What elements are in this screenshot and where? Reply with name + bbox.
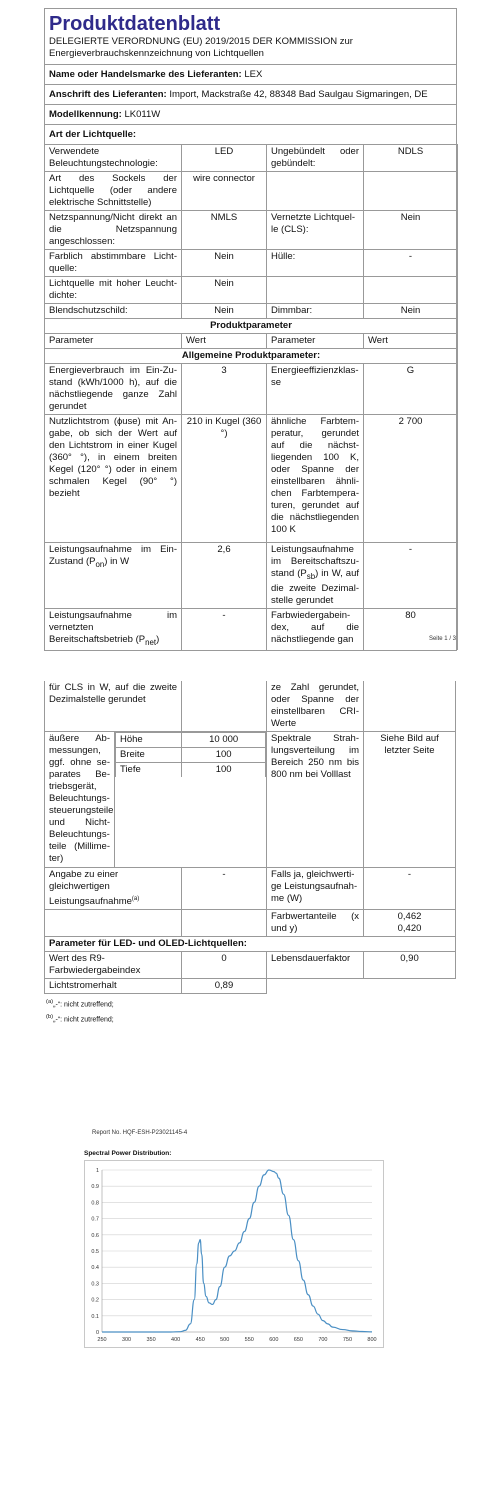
energy-consumption-label: Energieverbrauch im Ein-Zustand (kWh/1000 h), auf die nächstliegende ganze Zahl gerundet [45, 364, 182, 415]
technology-label: Verwendete Beleuchtungstechnologie: [45, 145, 182, 172]
energy-class-label: Energieeffizienzklasse [267, 364, 364, 415]
column-header-parameter: Parameter [45, 334, 182, 349]
dimensions-label: äußere Abmessungen, ggf. ohne separates Betriebsgerät, Beleuchtungssteuerungsteile und Nicht-Beleuchtungsteile (Millimeter) [45, 732, 115, 868]
led-params-heading: Parameter für LED- und OLED-Lichtquellen: [45, 937, 456, 952]
antiglare-label: Blendschutzschild: [45, 304, 182, 319]
regulation-line-1: DELEGIERTE VERORDNUNG (EU) 2019/2015 DER KOMMISSION zur [49, 36, 353, 47]
column-header-parameter: Parameter [267, 334, 364, 349]
table-row [45, 979, 456, 994]
x-tick-label: 450 [195, 1337, 205, 1343]
width-value: 100 [182, 748, 266, 763]
lumen-maintenance-value: 0,89 [182, 979, 267, 994]
table-row [45, 349, 458, 364]
dimmable-value: Nein [364, 304, 458, 319]
cri-value: 80 [364, 608, 458, 649]
x-tick-label: 550 [244, 1337, 254, 1343]
networked-standby-value: - [182, 608, 267, 649]
empty-cell [364, 172, 458, 211]
y-tick-label: 0.7 [91, 1216, 99, 1223]
table-row [45, 277, 458, 304]
supplier-address-row [45, 85, 456, 105]
empty-cell [267, 979, 364, 994]
x-tick-label: 250 [97, 1337, 107, 1343]
table-row [45, 211, 458, 250]
r9-label: Wert des R9-Farbwiedergabeindex [45, 952, 182, 979]
luminous-flux-value: 210 in Kugel (360 °) [182, 415, 267, 543]
high-luminance-value: Nein [182, 277, 267, 304]
cap-type-value: wire connector [182, 172, 267, 211]
chromaticity-value: 0,462 0,420 [364, 910, 456, 937]
column-header-wert: Wert [182, 334, 267, 349]
depth-value: 100 [182, 763, 266, 778]
regulation-line-2: Energieverbrauchskennzeichnung von Lichtquellen [49, 48, 264, 59]
report-number: Report No. HQF-ESH-P23021145-4 [92, 1130, 188, 1136]
envelope-value: - [364, 250, 458, 277]
table-row [45, 319, 458, 334]
tunable-label: Farblich abstimmbare Lichtquelle: [45, 250, 182, 277]
params-continued-table [44, 681, 456, 994]
footnote-b: $^{(b)}$„-“: nicht zutreffend; [46, 1014, 114, 1024]
networked-standby-label-cont: für CLS in W, auf die zweite Dezimalstelle gerundet [45, 681, 182, 732]
cls-label: Vernetzte Lichtquelle (CLS): [267, 211, 364, 250]
empty-cell [364, 979, 456, 994]
dimensions-subtable [115, 732, 266, 777]
x-tick-label: 700 [318, 1337, 328, 1343]
equivalent-power-value: - [182, 868, 267, 910]
x-tick-label: 750 [342, 1337, 353, 1343]
header-block [45, 9, 456, 65]
cct-label: ähnliche Farbtemperatur, gerundet auf die nächstliegenden 100 K, oder Spanne der einstellbaren ähnlichen Farbtemperaturen, gerundet auf die nächstliegenden 100 K [267, 415, 364, 543]
footnote-a: $^{(a)}$„-“: nicht zutreffend; [46, 999, 114, 1009]
survival-factor-label: Lebensdauerfaktor [267, 952, 364, 979]
cap-type-label: Art des Sockels der Lichtquelle (oder andere elektrische Schnittstelle) [45, 172, 182, 211]
product-params-heading: Produktparameter [45, 319, 458, 334]
spectrum-chart [84, 1148, 384, 1348]
survival-factor-value: 0,90 [364, 952, 456, 979]
cri-label-cont: ze Zahl gerundet, oder Spanne der einstellbaren CRI-Werte [267, 681, 364, 732]
table-row [45, 250, 458, 277]
table-row [45, 608, 458, 649]
y-tick-label: 0.5 [91, 1249, 99, 1255]
lightsource-table [44, 144, 458, 650]
empty-cell [267, 172, 364, 211]
high-luminance-label: Lichtquelle mit hoher Leuchtdichte: [45, 277, 182, 304]
table-row [45, 364, 458, 415]
width-label: Breite [116, 748, 182, 763]
cls-value: Nein [364, 211, 458, 250]
energy-class-value: G [364, 364, 458, 415]
mains-label: Netzspannung/Nicht direkt an die Netzspannung angeschlossen: [45, 211, 182, 250]
y-tick-label: 0.6 [91, 1232, 99, 1239]
datasheet-page-1 [44, 8, 457, 651]
table-row [45, 732, 456, 868]
x-tick-label: 350 [146, 1337, 156, 1343]
empty-cell [182, 681, 267, 732]
x-tick-label: 300 [121, 1337, 132, 1343]
standby-power-value: - [364, 543, 458, 609]
x-tick-label: 650 [293, 1337, 303, 1343]
supplier-address-label: Anschrift des Lieferanten: [49, 89, 167, 100]
supplier-address-value: Import, Mackstraße 42, 88348 Bad Saulgau Sigmaringen, DE [169, 89, 428, 100]
supplier-name-label: Name oder Handelsmarke des Lieferanten: [49, 69, 242, 80]
y-tick-label: 0.8 [91, 1200, 99, 1207]
on-mode-power-value: 2,6 [182, 543, 267, 609]
chart-title: Spectral Power Distribution: [84, 1150, 172, 1157]
equivalent-power-label: Angabe zu einer gleichwertigen Leistungsaufnahme$^{(a)}$ [45, 868, 182, 910]
lumen-maintenance-label: Lichtstromerhalt [45, 979, 182, 994]
table-row [45, 304, 458, 319]
dimensions-cell [115, 732, 267, 868]
x-tick-label: 600 [269, 1337, 279, 1343]
x-tick-label: 500 [220, 1337, 230, 1343]
footnotes [44, 996, 455, 1027]
depth-label: Tiefe [116, 763, 182, 778]
networked-standby-label: Leistungsaufnahme im vernetzten Bereitschaftsbetrieb $(P_{net})$ [45, 608, 182, 649]
table-row [45, 910, 456, 937]
on-mode-power-label: Leistungsaufnahme im Ein-Zustand $(P_{on})$ in W [45, 543, 182, 609]
energy-consumption-value: 3 [182, 364, 267, 415]
directional-label: Ungebündelt oder gebündelt: [267, 145, 364, 172]
equivalent-power-w-label: Falls ja, gleichwertige Leistungsaufnahme (W) [267, 868, 364, 910]
envelope-label: Hülle: [267, 250, 364, 277]
model-label: Modellkennung: [49, 109, 122, 120]
cct-value: 2 700 [364, 415, 458, 543]
x-tick-label: 800 [367, 1337, 377, 1343]
spectral-label: Spektrale Strahlungsverteilung im Bereich 250 nm bis 800 nm bei Volllast [267, 732, 364, 868]
table-row [45, 172, 458, 211]
dimension-row [116, 763, 266, 778]
table-row [45, 415, 458, 543]
column-header-wert: Wert [364, 334, 458, 349]
table-row [45, 868, 456, 910]
x-tick-label: 400 [171, 1337, 181, 1343]
y-tick-label: 0.9 [91, 1184, 99, 1191]
empty-cell [364, 277, 458, 304]
standby-power-label: Leistungsaufnahme im Bereitschaftszustand $(P_{sb})$ in W, auf die zweite Dezimalstelle gerundet [267, 543, 364, 609]
table-header-row [45, 334, 458, 349]
height-label: Höhe [116, 733, 182, 748]
dimension-row [116, 748, 266, 763]
directional-value: NDLS [364, 145, 458, 172]
spectrum-chart-svg [84, 1148, 384, 1348]
empty-cell [182, 910, 267, 937]
table-row [45, 145, 458, 172]
antiglare-value: Nein [182, 304, 267, 319]
supplier-name-row [45, 65, 456, 85]
model-row [45, 105, 456, 125]
table-row [45, 937, 456, 952]
page-number: Seite 1 / 3 [428, 636, 456, 642]
empty-cell [364, 681, 456, 732]
empty-cell [267, 277, 364, 304]
y-tick-label: 0.4 [91, 1265, 99, 1272]
equivalent-power-w-value: - [364, 868, 456, 910]
y-tick-label: 0.1 [91, 1313, 99, 1320]
technology-value: LED [182, 145, 267, 172]
height-value: 10 000 [182, 733, 266, 748]
dimmable-label: Dimmbar: [267, 304, 364, 319]
model-value: LK011W [124, 109, 161, 120]
table-row [45, 543, 458, 609]
page-title: Produktdatenblatt [49, 13, 221, 35]
general-params-heading: Allgemeine Produktparameter: [45, 349, 458, 364]
cri-label: Farbwiedergabeindex, auf die nächstliegende gan [267, 608, 364, 649]
table-row [45, 952, 456, 979]
y-tick-label: 1 [95, 1168, 99, 1174]
lightsource-type-heading: Art der Lichtquelle: [49, 129, 137, 140]
empty-cell [45, 910, 182, 937]
datasheet-page-2 [44, 681, 455, 1027]
tunable-value: Nein [182, 250, 267, 277]
y-tick-label: 0 [95, 1330, 99, 1336]
chromaticity-label: Farbwertanteile (x und y) [267, 910, 364, 937]
chart-frame [85, 1161, 384, 1348]
r9-value: 0 [182, 952, 267, 979]
y-tick-label: 0.2 [91, 1297, 99, 1304]
y-tick-label: 0.3 [91, 1281, 99, 1288]
spectral-value: Siehe Bild auf letzter Seite [364, 732, 456, 868]
mains-value: NMLS [182, 211, 267, 250]
dimension-row [116, 733, 266, 748]
supplier-name-value: LEX [244, 69, 263, 80]
table-row [45, 681, 456, 732]
luminous-flux-label: Nutzlichtstrom (ɸuse) mit Angabe, ob sich der Wert auf den Lichtstrom in einer Kugel (360° °), in einem breiten Kegel (120° °) oder in einem schmalen Kegel (90° °) bezieht [45, 415, 182, 543]
